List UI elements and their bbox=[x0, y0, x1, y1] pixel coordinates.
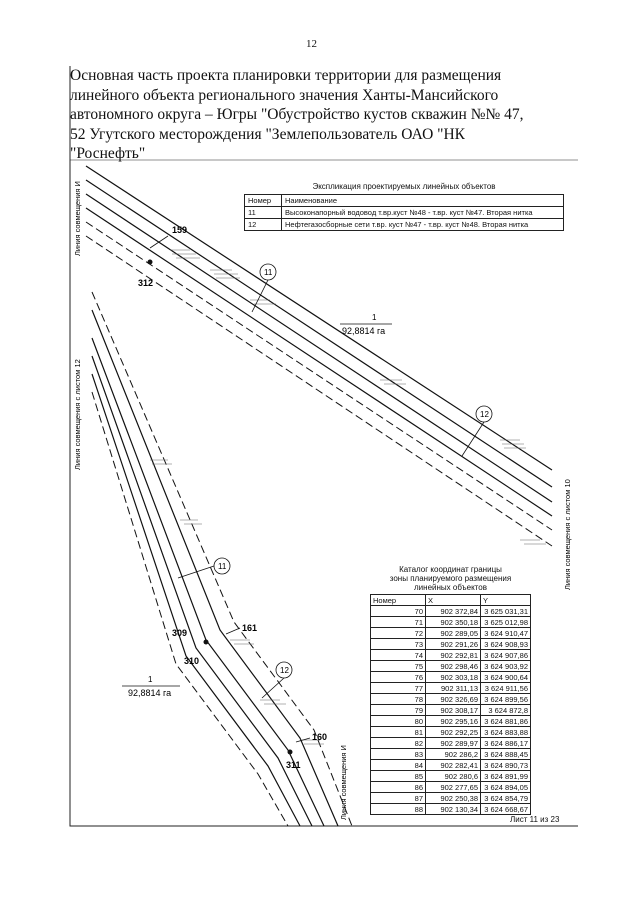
page-number: 12 bbox=[306, 38, 317, 50]
corridor-dashed-line bbox=[86, 222, 552, 530]
point-label-161: 161 bbox=[242, 623, 258, 633]
table-cell: 3 624 894,05 bbox=[481, 782, 531, 793]
table-cell: 87 bbox=[371, 793, 426, 804]
side-label-bottom: Линия совмещения И bbox=[339, 745, 348, 820]
table-cell: 3 624 910,47 bbox=[481, 628, 531, 639]
table-cell: 3 624 886,17 bbox=[481, 738, 531, 749]
table-cell: 84 bbox=[371, 760, 426, 771]
table-row bbox=[371, 639, 531, 650]
corridor-dashed-line bbox=[92, 292, 352, 826]
sheet-number: Лист 11 из 23 bbox=[510, 815, 560, 824]
table-cell: 80 bbox=[371, 716, 426, 727]
table-cell: 3 625 031,31 bbox=[481, 606, 531, 617]
circle-label-11: 11 bbox=[264, 268, 273, 277]
table-cell: Нефтегазосборные сети т.вр. куст №47 - т.вр. куст №48. Вторая нитка bbox=[282, 219, 564, 231]
table-cell: 902 311,13 bbox=[426, 683, 481, 694]
table-row bbox=[371, 716, 531, 727]
point-label-311: 311 bbox=[286, 760, 301, 770]
area-value: 92,8814 га bbox=[342, 326, 386, 336]
table-cell: 3 624 908,93 bbox=[481, 639, 531, 650]
table-cell: 902 289,97 bbox=[426, 738, 481, 749]
area-index: 1 bbox=[372, 313, 377, 322]
table-row bbox=[371, 760, 531, 771]
table-cell: 902 326,69 bbox=[426, 694, 481, 705]
table-cell: 85 bbox=[371, 771, 426, 782]
table-cell: 3 624 888,45 bbox=[481, 749, 531, 760]
table-cell: 74 bbox=[371, 650, 426, 661]
catalog-caption bbox=[370, 565, 531, 592]
side-label-mid-left: Линия совмещения с листом 12 bbox=[73, 359, 82, 470]
coordinate-catalog-block bbox=[370, 565, 531, 815]
side-label-top-left: Линия совмещения И bbox=[73, 181, 82, 256]
table-cell: 3 624 891,99 bbox=[481, 771, 531, 782]
table-cell: 82 bbox=[371, 738, 426, 749]
table-cell: 72 bbox=[371, 628, 426, 639]
table-cell: 79 bbox=[371, 705, 426, 716]
point-marker bbox=[288, 750, 293, 755]
table-row bbox=[371, 694, 531, 705]
table-cell: 902 308,17 bbox=[426, 705, 481, 716]
circle-label-11: 11 bbox=[218, 562, 227, 571]
table-cell: 70 bbox=[371, 606, 426, 617]
table-row bbox=[371, 727, 531, 738]
corridor-line bbox=[92, 374, 300, 826]
table-row bbox=[371, 749, 531, 760]
table-row bbox=[371, 738, 531, 749]
table-cell: 3 624 890,73 bbox=[481, 760, 531, 771]
table-cell: 902 303,18 bbox=[426, 672, 481, 683]
table-cell: 81 bbox=[371, 727, 426, 738]
title-line: "Роснефть" bbox=[70, 145, 146, 162]
corridor-dashed-line bbox=[86, 236, 552, 546]
lower-corridor bbox=[92, 292, 352, 826]
table-cell: 3 624 872,8 bbox=[481, 705, 531, 716]
table-cell: 76 bbox=[371, 672, 426, 683]
circle-label-12: 12 bbox=[480, 410, 489, 419]
table-cell: 902 250,38 bbox=[426, 793, 481, 804]
corridor-line bbox=[92, 310, 338, 826]
title-line: автономного округа – Югры "Обустройство кустов скважин №№ 47, bbox=[70, 106, 524, 123]
table-cell: 12 bbox=[245, 219, 282, 231]
table-cell: 83 bbox=[371, 749, 426, 760]
table-row bbox=[371, 628, 531, 639]
table-row bbox=[371, 793, 531, 804]
corridor-dashed-line bbox=[92, 392, 288, 826]
table-cell: 3 624 854,79 bbox=[481, 793, 531, 804]
table-row bbox=[371, 672, 531, 683]
table-cell: 75 bbox=[371, 661, 426, 672]
table-cell: 902 298,46 bbox=[426, 661, 481, 672]
catalog-caption-line: зоны планируемого размещения bbox=[389, 574, 512, 583]
header-cell: Номер bbox=[245, 195, 282, 207]
table-cell: 3 624 907,86 bbox=[481, 650, 531, 661]
coordinate-catalog-table bbox=[370, 594, 531, 815]
area-value: 92,8814 га bbox=[128, 688, 172, 698]
area-index: 1 bbox=[148, 675, 153, 684]
table-cell: 3 624 911,56 bbox=[481, 683, 531, 694]
point-label-309: 309 bbox=[172, 628, 188, 638]
explication-table-block bbox=[244, 182, 564, 231]
table-cell: 902 280,6 bbox=[426, 771, 481, 782]
table-row bbox=[371, 804, 531, 815]
catalog-caption-line: линейных объектов bbox=[414, 583, 487, 592]
table-row bbox=[371, 683, 531, 694]
table-cell: 902 130,34 bbox=[426, 804, 481, 815]
table-cell: 3 624 883,88 bbox=[481, 727, 531, 738]
table-header-row bbox=[371, 595, 531, 606]
area-annotation-lower bbox=[122, 675, 180, 698]
table-cell: 902 286,2 bbox=[426, 749, 481, 760]
table-cell: 78 bbox=[371, 694, 426, 705]
table-header-row bbox=[245, 195, 564, 207]
table-row bbox=[245, 219, 564, 231]
point-label-310: 310 bbox=[184, 656, 200, 666]
table-cell: 77 bbox=[371, 683, 426, 694]
table-cell: 902 292,81 bbox=[426, 650, 481, 661]
table-cell: 3 624 900,64 bbox=[481, 672, 531, 683]
table-cell: 11 bbox=[245, 207, 282, 219]
catalog-body bbox=[371, 606, 531, 815]
header-cell: X bbox=[426, 595, 481, 606]
point-marker bbox=[148, 260, 153, 265]
point-label-160: 160 bbox=[312, 732, 328, 742]
table-cell: 902 291,26 bbox=[426, 639, 481, 650]
circle-label-12: 12 bbox=[280, 666, 289, 675]
table-row bbox=[371, 782, 531, 793]
table-cell: 902 292,25 bbox=[426, 727, 481, 738]
table-cell: 902 289,05 bbox=[426, 628, 481, 639]
header-cell: Y bbox=[481, 595, 531, 606]
catalog-caption-line: Каталог координат границы bbox=[399, 565, 502, 574]
table-cell: 88 bbox=[371, 804, 426, 815]
table-row bbox=[371, 617, 531, 628]
table-cell: 902 282,41 bbox=[426, 760, 481, 771]
header-cell: Номер bbox=[371, 595, 426, 606]
table-cell: 902 295,16 bbox=[426, 716, 481, 727]
header-cell: Наименование bbox=[282, 195, 564, 207]
table-cell: 3 624 903,92 bbox=[481, 661, 531, 672]
explication-table bbox=[244, 194, 564, 231]
table-cell: 3 625 012,98 bbox=[481, 617, 531, 628]
side-label-right: Линия совмещения с листом 10 bbox=[563, 479, 572, 590]
table-cell: 902 350,18 bbox=[426, 617, 481, 628]
corridor-line bbox=[86, 194, 552, 502]
title-line: Основная часть проекта планировки территории для размещения bbox=[70, 67, 502, 84]
point-marker bbox=[204, 640, 209, 645]
table-cell: 73 bbox=[371, 639, 426, 650]
table-row bbox=[371, 705, 531, 716]
table-row bbox=[371, 771, 531, 782]
table-row bbox=[245, 207, 564, 219]
table-cell: 71 bbox=[371, 617, 426, 628]
table-row bbox=[371, 661, 531, 672]
explication-caption: Экспликация проектируемых линейных объектов bbox=[312, 182, 496, 191]
table-cell: 86 bbox=[371, 782, 426, 793]
table-cell: 3 624 881,86 bbox=[481, 716, 531, 727]
table-row bbox=[371, 650, 531, 661]
table-cell: Высоконапорный водовод т.вр.куст №48 - т.вр. куст №47. Вторая нитка bbox=[282, 207, 564, 219]
title-line: линейного объекта регионального значения Ханты-Мансийского bbox=[70, 86, 499, 104]
table-row bbox=[371, 606, 531, 617]
point-label-312: 312 bbox=[138, 278, 154, 288]
table-cell: 902 277,65 bbox=[426, 782, 481, 793]
title-line: 52 Угутского месторождения "Землепользователь ОАО "НК bbox=[70, 125, 466, 143]
point-label-159: 159 bbox=[172, 225, 188, 235]
area-annotation-upper bbox=[340, 313, 392, 336]
table-cell: 3 624 668,67 bbox=[481, 804, 531, 815]
table-cell: 902 372,84 bbox=[426, 606, 481, 617]
table-cell: 3 624 899,56 bbox=[481, 694, 531, 705]
